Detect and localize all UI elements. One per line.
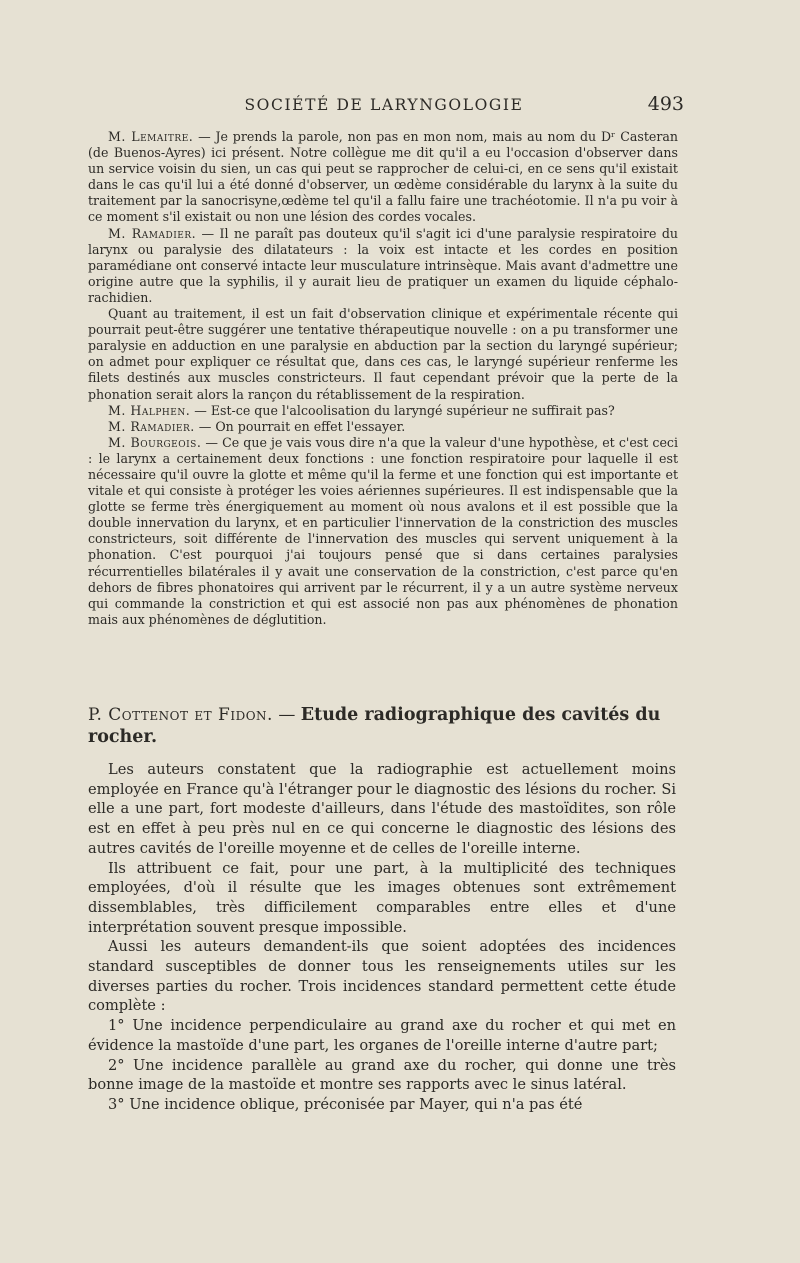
- article-body: [88, 760, 676, 1115]
- discussion-text: — Ce que je vais vous dire n'a que la valeur d'une hypothèse, et c'est ceci : le larynx a certainement deux fonctions : une fonction respiratoire pour laquelle il est nécessaire qu'il ouvre la glotte et même qu'il la ferme et une fonction qui est importante et vitale et qui consiste à protéger les voies aériennes supérieures. Il est indispensable que la glotte se ferme très énergiquement au moment où nous avalons et il est possible que la double innervation du larynx, et en particulier l'innervation de la constriction des muscles constricteurs, soit différente de l'innervation des muscles qui servent uniquement à la phonation. C'est pourquoi j'ai toujours pensé que si dans certaines paralysies récurrentielles bilatérales il y avait une conservation de la constriction, c'est parce qu'en dehors de fibres phonatoires qui arrivent par le récurrent, il y a un autre système nerveux qui commande la constriction et qui est associé non pas aux phénomènes de phonation mais aux phénomènes de déglutition.: [88, 434, 678, 627]
- article-authors: P. Cottenot et Fidon.: [88, 705, 273, 725]
- speaker-name: M. Bourgeois.: [108, 434, 202, 450]
- discussion-paragraph: [88, 306, 678, 403]
- body-paragraph: 2° Une incidence parallèle au grand axe du rocher, qui donne une très bonne image de la mastoïde et montre ses rapports avec le sinus latéral.: [88, 1056, 676, 1094]
- discussion-text: — Est-ce que l'alcoolisation du laryngé supérieur ne suffirait pas?: [190, 402, 615, 418]
- speaker-name: M. Ramadier.: [108, 418, 195, 434]
- discussion-paragraph: [88, 129, 678, 226]
- discussion-paragraph: [88, 403, 678, 419]
- discussion-text: — Il ne paraît pas douteux qu'il s'agit ici d'une paralysie respiratoire du larynx ou paralysie des dilatateurs : la voix est intacte et les cordes en position paramédiane ont conservé intacte leur musculature intrinsèque. Mais avant d'admettre une origine autre que la syphilis, il y aurait lieu de pratiquer un examen du liquide céphalo-rachidien.: [88, 225, 679, 305]
- discussion-paragraph: [88, 419, 678, 435]
- body-paragraph: Les auteurs constatent que la radiographie est actuellement moins employée en France qu'à l'étranger pour le diagnostic des lésions du rocher. Si elle a une part, fort modeste d'ailleurs, dans l'étude des mastoïdites, son rôle est en effet à peu près nul en ce qui concerne le diagnostic des lésions des autres cavités de l'oreille moyenne et de celles de l'oreille interne.: [88, 761, 676, 857]
- discussion-text: Quant au traitement, il est un fait d'observation clinique et expérimentale récente qui pourrait peut-être suggérer une tentative thérapeutique nouvelle : on a pu transformer une paralysie en adduction en une paralysie en abduction par la section du laryngé supérieur; on admet pour expliquer ce résultat que, dans ces cas, le laryngé supérieur renferme les filets destinés aux muscles constricteurs. Il faut cependant prévoir que la perte de la phonation serait alors la rançon du rétablissement de la respiration.: [88, 306, 678, 402]
- page-number: 493: [647, 93, 684, 115]
- running-head-title: SOCIÉTÉ DE LARYNGOLOGIE: [244, 96, 524, 114]
- speaker-name: M. Lemaitre.: [108, 129, 194, 144]
- discussion-text: — On pourrait en effet l'essayer.: [194, 418, 406, 434]
- article-heading: [88, 704, 680, 748]
- discussion-section: [88, 129, 678, 628]
- speaker-name: M. Halphen.: [108, 402, 191, 418]
- article-title: Etude radiographique des cavités du rocher.: [88, 705, 661, 747]
- body-paragraph: Aussi les auteurs demandent-ils que soient adoptées des incidences standard susceptibles de donner tous les renseignements utiles sur les diverses parties du rocher. Trois incidences standard permettent cette étude complète :: [88, 938, 676, 1015]
- heading-dash: —: [272, 705, 301, 725]
- running-head: [88, 93, 684, 120]
- discussion-paragraph: [88, 435, 678, 628]
- discussion-text: — Je prends la parole, non pas en mon nom, mais au nom du Dʳ Casteran (de Buenos-Ayres) ici présent. Notre collègue me dit qu'il a eu l'occasion d'observer dans un service voisin du sien, un cas qui peut se rapprocher de celui-ci, en ce sens qu'il existait dans le cas qu'il lui a été donné d'observer, un œdème considérable du larynx à la suite du traitement par la sanocrisyne,œdème tel qu'il a fallu faire une trachéotomie. Il n'a pu voir à ce moment s'il existait ou non une lésion des cordes vocales.: [88, 129, 678, 225]
- discussion-paragraph: [88, 226, 678, 306]
- body-paragraph: Ils attribuent ce fait, pour une part, à la multiplicité des techniques employées, d'où il résulte que les images obtenues sont extrêmement dissemblables, très difficilement comparables entre elles et d'une interprétation souvent presque impossible.: [88, 859, 676, 936]
- speaker-name: M. Ramadier.: [108, 225, 197, 241]
- body-paragraph: 3° Une incidence oblique, préconisée par Mayer, qui n'a pas été: [108, 1095, 583, 1113]
- body-paragraph: 1° Une incidence perpendiculaire au grand axe du rocher et qui met en évidence la mastoïde d'une part, les organes de l'oreille interne d'autre part;: [88, 1017, 676, 1054]
